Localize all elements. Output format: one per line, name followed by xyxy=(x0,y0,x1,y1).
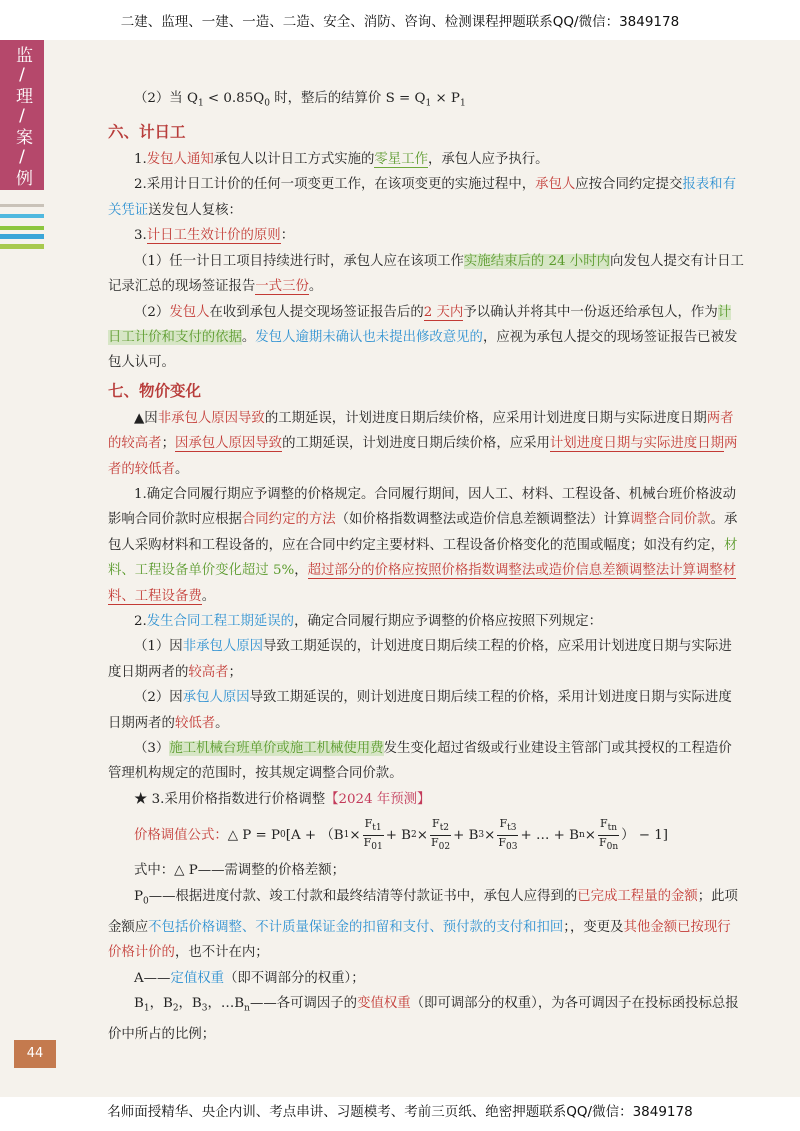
price-adjustment-formula: 价格调值公式： △ P = P 0 [A + （B 1 × $\frac{F_{t1}}{F_{01}}$ + B 2 × $\frac{F_{t2}}{F_{02}}$ + B 3 × $\frac{F_{t3}}{F_{03}}$ + … + B n × $\frac{F_{tn}}{F_{0n}}$ ） − 1] xyxy=(134,816,669,852)
formula-fraction: $\frac{F_{t2}}{F_{02}}$ xyxy=(431,816,451,852)
paragraph-price-1: ▲因非承包人原因导致的工期延误，计划进度日期后续价格，应采用计划进度日期与实际进度日期两者的较高者；因承包人原因导致的工期延误，计划进度日期后续价格，应采用计划进度日期与实际进度日期两者的较低者。 xyxy=(108,410,738,477)
paragraph-formula-legend-dp: 式中：△ P——需调整的价格差额； xyxy=(134,863,346,879)
side-strip-decoration xyxy=(0,234,44,239)
side-strip-decoration xyxy=(0,226,44,230)
paragraph-daywork-5: （2）发包人在收到承包人提交现场签证报告后的2 天内予以确认并将其中一份返还给承包人，作为计日工计价和支付的依据。发包人逾期未确认也未提出修改意见的，应视为承包人提交的现场签证报告已被发包人认可。 xyxy=(108,304,738,371)
page-footer: 名师面授精华、央企内训、考点串讲、习题模考、考前三页纸、绝密押题联系QQ/微信：3849178 xyxy=(0,1097,800,1131)
paragraph-price-index: ★ 3.采用价格指数进行价格调整【2024 年预测】 xyxy=(134,791,431,807)
paragraph-price-3: 2.发生合同工程工期延误的，确定合同履行期应予调整的价格应按照下列规定： xyxy=(134,613,603,629)
paragraph-formula-legend-p0: $P_0——$根据进度付款、竣工付款和最终结清等付款证书中，承包人应得到的已完成工程量的金额；此项金额应不包括价格调整、不计质量保证金的扣留和支付、预付款的支付和扣回；，变更及其他金额已按现行价格计价的，也不计在内； xyxy=(108,888,738,961)
page-number: 44 xyxy=(14,1040,56,1068)
side-strip-decoration xyxy=(0,244,44,249)
paragraph-price-6: （3）施工机械台班单价或施工机械使用费发生变化超过省级或行业建设主管部门或其授权的工程造价管理机构规定的范围时，按其规定调整合同价款。 xyxy=(108,741,732,782)
paragraph-price-2: 1.确定合同履行期应予调整的价格规定。合同履行期间，因人工、材料、工程设备、机械台班价格波动影响合同价款时应根据合同约定的方法（如价格指数调整法或造价信息差额调整法）计算调整合同价款。承包人采购材料和工程设备的，应在合同中约定主要材料、工程设备价格变化的范围或幅度；如没有约定，材料、工程设备单价变化超过 5%，超过部分的价格应按照价格指数调整法或造价信息差额调整法计算调整材料、工程设备费。 xyxy=(108,486,738,604)
paragraph-daywork-4: （1）任一计日工项目持续进行时，承包人应在该项工作实施结束后的 24 小时内向发包人提交有计日工记录汇总的现场签证报告一式三份。 xyxy=(108,253,744,295)
formula-fraction: $\frac{F_{t3}}{F_{03}}$ xyxy=(498,816,518,852)
paragraph-price-4: （1）因非承包人原因导致工期延误的，计划进度日期后续工程的价格，应采用计划进度日期与实际进度日期两者的较高者； xyxy=(108,639,732,680)
paragraph-daywork-3: 3.计日工生效计价的原则： xyxy=(134,228,295,244)
paragraph-price-5: （2）因承包人原因导致工期延误的，则计划进度日期后续工程的价格，采用计划进度日期与实际进度日期两者的较低者。 xyxy=(108,690,732,731)
paragraph-daywork-2: 2.采用计日工计价的任何一项变更工作，在该项变更的实施过程中，承包人应按合同约定提交报表和有关凭证送发包人复核： xyxy=(108,177,736,218)
side-strip-decoration xyxy=(0,214,44,218)
formula-fraction: $\frac{F_{tn}}{F_{0n}}$ xyxy=(598,816,619,852)
side-strip-decoration xyxy=(0,204,44,207)
paragraph-formula-legend-a: A——定值权重（即不调部分的权重）； xyxy=(134,970,365,986)
paragraph-daywork-1: 1.发包人通知承包人以计日工方式实施的零星工作，承包人应予执行。 xyxy=(134,152,549,168)
document-body xyxy=(108,86,744,1047)
paragraph-formula-legend-b: $B_1$，$B_2$，$B_3$，$\dots B_n——$各可调因子的变值权重（即可调部分的权重），为各可调因子在投标函投标总报价中所占的比例； xyxy=(108,995,739,1043)
page-header: 二建、监理、一建、一造、二造、安全、消防、咨询、检测课程押题联系QQ/微信：3849178 xyxy=(0,0,800,40)
paragraph-q2: （2）当 $Q_1 < 0.85Q_0$ 时，整后的结算价 $S = Q_1 \times P_1$ xyxy=(134,91,466,109)
section-side-tab: 监/理/案/例 xyxy=(0,40,44,190)
section-heading-daywork: 六、计日工 xyxy=(108,122,186,142)
formula-fraction: $\frac{F_{t1}}{F_{01}}$ xyxy=(363,816,383,852)
section-heading-price-change: 七、物价变化 xyxy=(108,380,202,400)
